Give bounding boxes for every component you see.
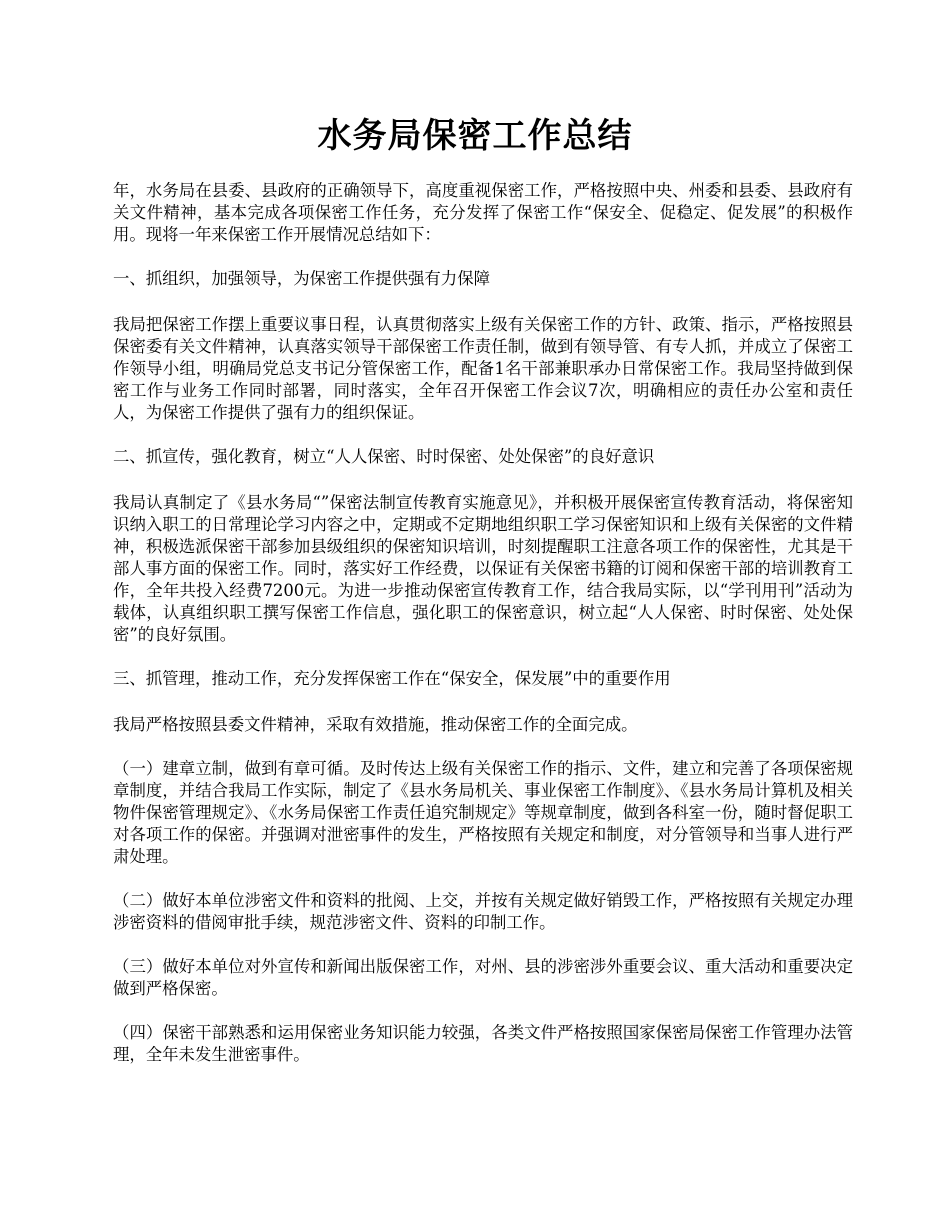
section-heading-2: 二、抓宣传，强化教育，树立“人人保密、时时保密、处处保密”的良好意识 <box>113 447 655 466</box>
item-paragraph-1: （一）建章立制，做到有章可循。及时传达上级有关保密工作的指示、文件，建立和完善了各项保密规章制度，并结合我局工作实际，制定了《县水务局机关、事业保密工作制度》、《县水务局计算机及相关物件保密管理规定》、《水务局保密工作责任追究制规定》等规章制度，做到各科室一份，随时督促职工对各项工作的保密。并强调对泄密事件的发生，严格按照有关规定和制度，对分管领导和当事人进行严肃处理。 <box>113 759 853 866</box>
section-heading-1: 一、抓组织，加强领导，为保密工作提供强有力保障 <box>113 269 490 288</box>
item-paragraph-3: （三）做好本单位对外宣传和新闻出版保密工作，对州、县的涉密涉外重要会议、重大活动和重要决定做到严格保密。 <box>113 957 853 998</box>
item-paragraph-2: （二）做好本单位涉密文件和资料的批阅、上交，并按有关规定做好销毁工作，严格按照有关规定办理涉密资料的借阅审批手续，规范涉密文件、资料的印制工作。 <box>113 891 853 932</box>
section-heading-3: 三、抓管理，推动工作，充分发挥保密工作在“保安全，保发展”中的重要作用 <box>113 669 671 688</box>
intro-paragraph: 年，水务局在县委、县政府的正确领导下，高度重视保密工作，严格按照中央、州委和县委、县政府有关文件精神，基本完成各项保密工作任务，充分发挥了保密工作“保安全、促稳定、促发展”的积极作用。现将一年来保密工作开展情况总结如下： <box>113 181 853 244</box>
item-paragraph-4: （四）保密干部熟悉和运用保密业务知识能力较强，各类文件严格按照国家保密局保密工作管理办法管理，全年未发生泄密事件。 <box>113 1023 853 1064</box>
section-paragraph-1: 我局把保密工作摆上重要议事日程，认真贯彻落实上级有关保密工作的方针、政策、指示，严格按照县保密委有关文件精神，认真落实领导干部保密工作责任制，做到有领导管、有专人抓，并成立了保密工作领导小组，明确局党总支书记分管保密工作，配备1名干部兼职承办日常保密工作。我局坚持做到保密工作与业务工作同时部署，同时落实，全年召开保密工作会议7次，明确相应的责任办公室和责任人，为保密工作提供了强有力的组织保证。 <box>113 315 853 422</box>
section-paragraph-2: 我局认真制定了《县水务局“”保密法制宣传教育实施意见》，并积极开展保密宣传教育活动，将保密知识纳入职工的日常理论学习内容之中，定期或不定期地组织职工学习保密知识和上级有关保密的文件精神，积极选派保密干部参加县级组织的保密知识培训，时刻提醒职工注意各项工作的保密性，尤其是干部人事方面的保密工作。同时，落实好工作经费，以保证有关保密书籍的订阅和保密干部的培训教育工作，全年共投入经费7200元。为进一步推动保密宣传教育工作，结合我局实际，以“学刊用刊”活动为载体，认真组织职工撰写保密工作信息，强化职工的保密意识，树立起“人人保密、时时保密、处处保密”的良好氛围。 <box>113 493 853 644</box>
section-paragraph-3: 我局严格按照县委文件精神，采取有效措施，推动保密工作的全面完成。 <box>113 715 638 734</box>
document-body <box>113 180 853 1088</box>
document-title: 水务局保密工作总结 <box>317 116 633 156</box>
